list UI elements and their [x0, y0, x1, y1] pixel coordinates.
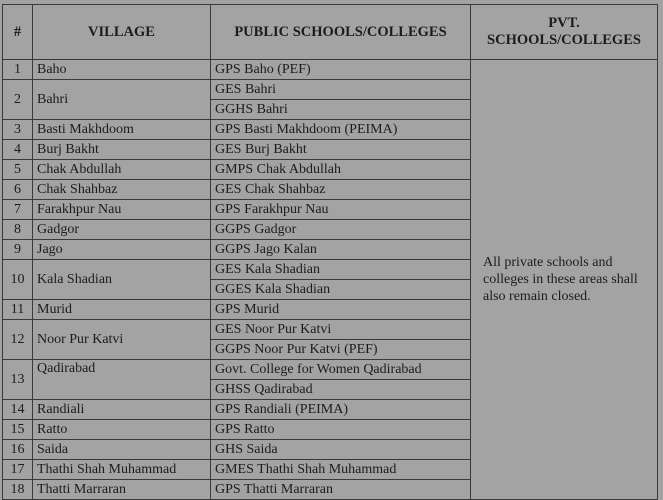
row-number: 11	[3, 300, 33, 320]
village-name: Kala Shadian	[33, 260, 211, 300]
village-name: Jago	[33, 240, 211, 260]
row-number: 3	[3, 120, 33, 140]
public-school: GPS Basti Makhdoom (PEIMA)	[211, 120, 471, 140]
row-number: 2	[3, 80, 33, 120]
row-number: 13	[3, 360, 33, 400]
village-name: Gadgor	[33, 220, 211, 240]
public-school: GPS Randiali (PEIMA)	[211, 400, 471, 420]
row-number: 7	[3, 200, 33, 220]
village-name: Burj Bakht	[33, 140, 211, 160]
village-name: Randiali	[33, 400, 211, 420]
row-number: 4	[3, 140, 33, 160]
village-name: Ratto	[33, 420, 211, 440]
village-name: Murid	[33, 300, 211, 320]
row-number: 10	[3, 260, 33, 300]
header-public-schools: PUBLIC SCHOOLS/COLLEGES	[211, 5, 471, 60]
public-school: GGPS Jago Kalan	[211, 240, 471, 260]
private-schools-note: All private schools and colleges in these areas shall also remain closed.	[471, 60, 658, 500]
village-name: Thathi Shah Muhammad	[33, 460, 211, 480]
village-name: Chak Shahbaz	[33, 180, 211, 200]
public-school: GGPS Noor Pur Katvi (PEF)	[211, 340, 471, 360]
public-school: GES Kala Shadian	[211, 260, 471, 280]
public-school: GPS Thatti Marraran	[211, 480, 471, 500]
header-village: VILLAGE	[33, 5, 211, 60]
village-name: Thatti Marraran	[33, 480, 211, 500]
public-school: GHS Saida	[211, 440, 471, 460]
public-school: GPS Baho (PEF)	[211, 60, 471, 80]
row-number: 17	[3, 460, 33, 480]
village-name: Farakhpur Nau	[33, 200, 211, 220]
row-number: 9	[3, 240, 33, 260]
public-school: GES Chak Shahbaz	[211, 180, 471, 200]
closure-table	[2, 4, 658, 500]
public-school: GES Bahri	[211, 80, 471, 100]
village-name: Noor Pur Katvi	[33, 320, 211, 360]
public-school: Govt. College for Women Qadirabad	[211, 360, 471, 380]
public-school: GGPS Gadgor	[211, 220, 471, 240]
public-school: GPS Farakhpur Nau	[211, 200, 471, 220]
village-name: Saida	[33, 440, 211, 460]
row-number: 5	[3, 160, 33, 180]
row-number: 1	[3, 60, 33, 80]
table-row	[3, 60, 658, 80]
row-number: 12	[3, 320, 33, 360]
village-name: Bahri	[33, 80, 211, 120]
row-number: 8	[3, 220, 33, 240]
row-number: 15	[3, 420, 33, 440]
public-school: GGES Kala Shadian	[211, 280, 471, 300]
village-name: Basti Makhdoom	[33, 120, 211, 140]
public-school: GGHS Bahri	[211, 100, 471, 120]
public-school: GES Noor Pur Katvi	[211, 320, 471, 340]
public-school: GMES Thathi Shah Muhammad	[211, 460, 471, 480]
public-school: GPS Ratto	[211, 420, 471, 440]
header-number: #	[3, 5, 33, 60]
public-school: GES Burj Bakht	[211, 140, 471, 160]
public-school: GHSS Qadirabad	[211, 380, 471, 400]
public-school: GMPS Chak Abdullah	[211, 160, 471, 180]
row-number: 16	[3, 440, 33, 460]
public-school: GPS Murid	[211, 300, 471, 320]
village-name: Baho	[33, 60, 211, 80]
village-name: Qadirabad	[33, 360, 211, 400]
row-number: 14	[3, 400, 33, 420]
header-private-schools: PVT. SCHOOLS/COLLEGES	[471, 5, 658, 60]
village-name: Chak Abdullah	[33, 160, 211, 180]
row-number: 6	[3, 180, 33, 200]
row-number: 18	[3, 480, 33, 500]
header-row	[3, 5, 658, 60]
